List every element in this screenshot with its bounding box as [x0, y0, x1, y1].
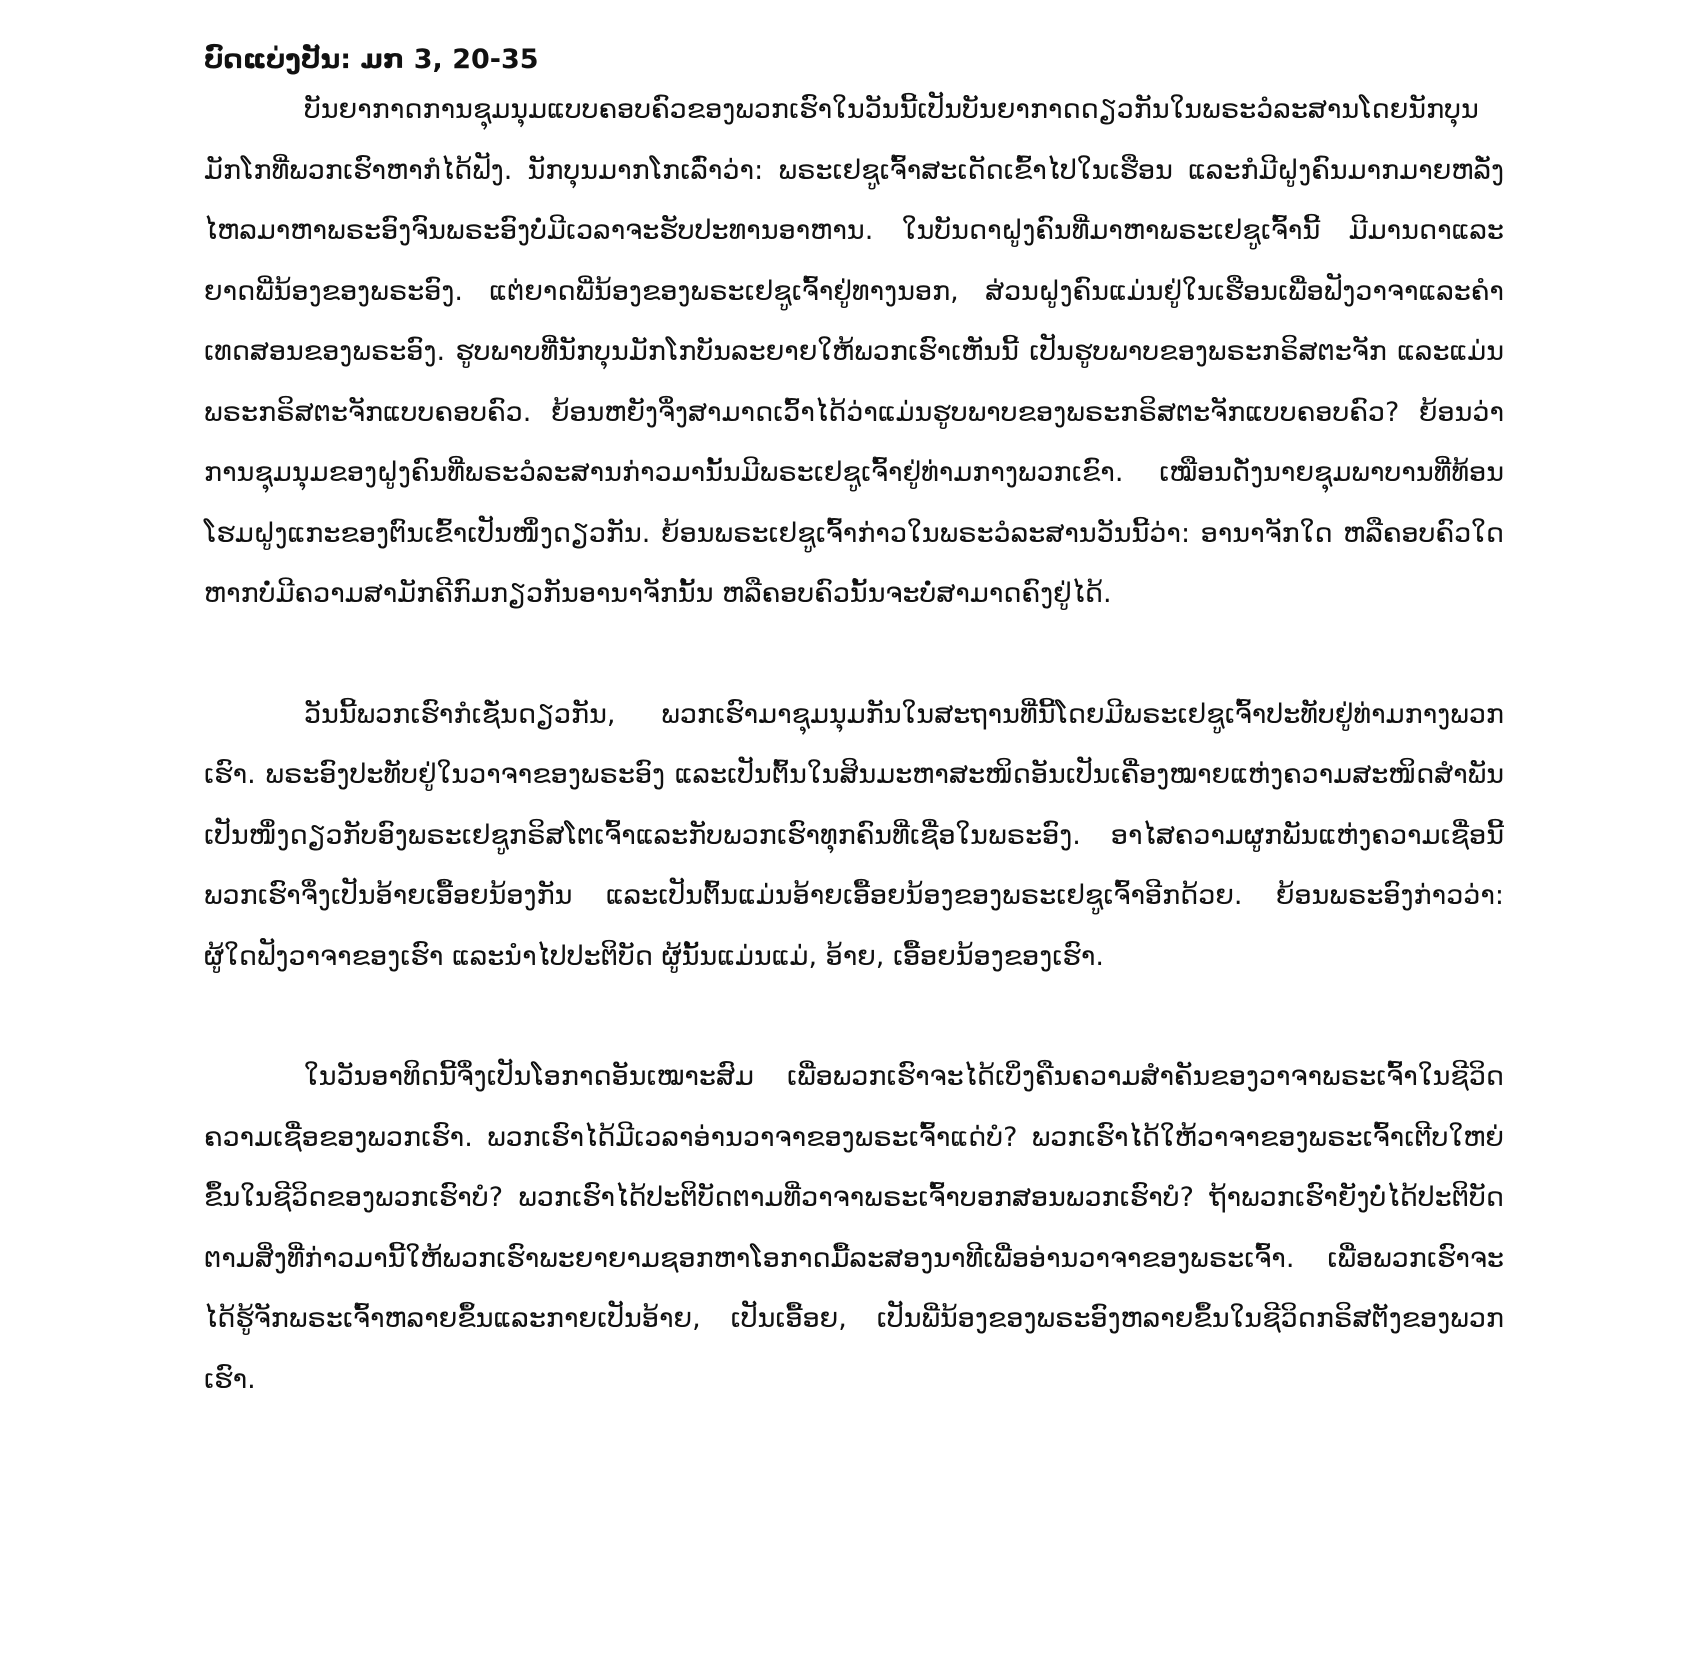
paragraph-3: ໃນວັນອາທິດນີ້ຈຶ່ງເປັນໂອກາດອັນເໝາະສົມ ເພື່ອພວກເຮົາຈະໄດ້ເບິ່ງຄືນຄວາມສຳຄັນຂອງວາຈາພຣະເຈົ້າໃນຊີວິດຄວາມເຊື່ອຂອງພວກເຮົາ. ພວກເຮົາໄດ້ມີເວລາອ່ານວາຈາຂອງພຣະເຈົ້າແດ່ບໍ? ພວກເຮົາໄດ້ໃຫ້ວາຈາຂອງພຣະເຈົ້າເຕີບໃຫຍ່ຂຶ້ນໃນຊີວິດຂອງພວກເຮົາບໍ? ພວກເຮົາໄດ້ປະຕິບັດຕາມທີ່ວາຈາພຣະເຈົ້າບອກສອນພວກເຮົາບໍ? ຖ້າພວກເຮົາຍັງບໍ່ໄດ້ປະຕິບັດຕາມສິ່ງທີ່ກ່າວມານີ້ໃຫ້ພວກເຮົາພະຍາຍາມຊອກຫາໂອກາດມື້ລະສອງນາທີເພື່ອອ່ານວາຈາຂອງພຣະເຈົ້າ. ເພື່ອພວກເຮົາຈະໄດ້ຮູ້ຈັກພຣະເຈົ້າຫລາຍຂຶ້ນແລະກາຍເປັນອ້າຍ, ເປັນເອື້ອຍ, ເປັນພີ່ນ້ອງຂອງພຣະອົງຫລາຍຂຶ້ນໃນຊີວິດກຣິສຕັງຂອງພວກເຮົາ. [204, 1061, 1504, 1395]
document-page [204, 40, 1504, 1410]
paragraph-2: ວັນນີ້ພວກເຮົາກໍເຊັ່ນດຽວກັນ, ພວກເຮົາມາຊຸມນຸມກັນໃນສະຖານທີ່ນີ້ໂດຍມີພຣະເຢຊູເຈົ້າປະທັບຢູ່ທ່າມກາງພວກເຮົາ. ພຣະອົງປະທັບຢູ່ໃນວາຈາຂອງພຣະອົງ ແລະເປັນຕົ້ນໃນສິນມະຫາສະໜິດອັນເປັນເຄື່ອງໝາຍແຫ່ງຄວາມສະໜິດສຳພັນເປັນໜຶ່ງດຽວກັບອົງພຣະເຢຊູກຣິສໂຕເຈົ້າແລະກັບພວກເຮົາທຸກຄົນທີ່ເຊື່ອໃນພຣະອົງ. ອາໄສຄວາມຜູກພັນແຫ່ງຄວາມເຊື່ອນີ້ ພວກເຮົາຈຶ່ງເປັນອ້າຍເອື້ອຍນ້ອງກັນ ແລະເປັນຕົ້ນແມ່ນອ້າຍເອື້ອຍນ້ອງຂອງພຣະເຢຊູເຈົ້າອີກດ້ວຍ. ຍ້ອນພຣະອົງກ່າວວ່າ: ຜູ້ໃດຟັງວາຈາຂອງເຮົາ ແລະນຳໄປປະຕິບັດ ຜູ້ນັ້ນແມ່ນແມ່, ອ້າຍ, ເອື້ອຍນ້ອງຂອງເຮົາ. [204, 698, 1504, 972]
paragraph-spacer [204, 625, 1504, 685]
paragraph-1: ບັນຍາກາດການຊຸມນຸມແບບຄອບຄົວຂອງພວກເຮົາໃນວັນນີ້ເປັນບັນຍາກາດດຽວກັນໃນພຣະວໍລະສານໂດຍນັກບຸນມັກໂກທີ່ພວກເຮົາຫາກໍໄດ້ຟັງ. ນັກບຸນມາກໂກເລົ່າວ່າ: ພຣະເຢຊູເຈົ້າສະເດັດເຂົ້າໄປໃນເຮືອນ ແລະກໍມີຝູງຄົນມາກມາຍຫລັ່ງໄຫລມາຫາພຣະອົງຈົນພຣະອົງບໍ່ມີເວລາຈະຮັບປະທານອາຫານ. ໃນບັນດາຝູງຄົນທີ່ມາຫາພຣະເຢຊູເຈົ້ານີ້ ມີມານດາແລະຍາດພີ່ນ້ອງຂອງພຣະອົງ. ແຕ່ຍາດພີ່ນ້ອງຂອງພຣະເຢຊູເຈົ້າຢູ່ທາງນອກ, ສ່ວນຝູງຄົນແມ່ນຢູ່ໃນເຮືອນເພື່ອຟັງວາຈາແລະຄຳເທດສອນຂອງພຣະອົງ. ຮູບພາບທີ່ນັກບຸນມັກໂກບັນລະຍາຍໃຫ້ພວກເຮົາເຫັນນີ້ ເປັນຮູບພາບຂອງພຣະກຣິສຕະຈັກ ແລະແມ່ນພຣະກຣິສຕະຈັກແບບຄອບຄົວ. ຍ້ອນຫຍັງຈຶ່ງສາມາດເວົ້າໄດ້ວ່າແມ່ນຮູບພາບຂອງພຣະກຣິສຕະຈັກແບບຄອບຄົວ? ຍ້ອນວ່າການຊຸມນຸມຂອງຝູງຄົນທີ່ພຣະວໍລະສານກ່າວມານັ້ນມີພຣະເຢຊູເຈົ້າຢູ່ທ່າມກາງພວກເຂົາ. ເໝືອນດັ່ງນາຍຊຸມພາບານທີ່ທ້ອນໂຮມຝູງແກະຂອງຕົນເຂົ້າເປັນໜຶ່ງດຽວກັນ. ຍ້ອນພຣະເຢຊູເຈົ້າກ່າວໃນພຣະວໍລະສານວັນນີ້ວ່າ: ອານາຈັກໃດ ຫລືຄອບຄົວໃດຫາກບໍ່ມີຄວາມສາມັກຄີກົມກຽວກັນອານາຈັກນັ້ນ ຫລືຄອບຄົວນັ້ນຈະບໍ່ສາມາດຄົງຢູ່ໄດ້. [204, 94, 1504, 609]
paragraph-spacer [204, 987, 1504, 1047]
document-title: ບົດແບ່ງປັນ: ມກ 3, 20-35 [204, 44, 539, 75]
